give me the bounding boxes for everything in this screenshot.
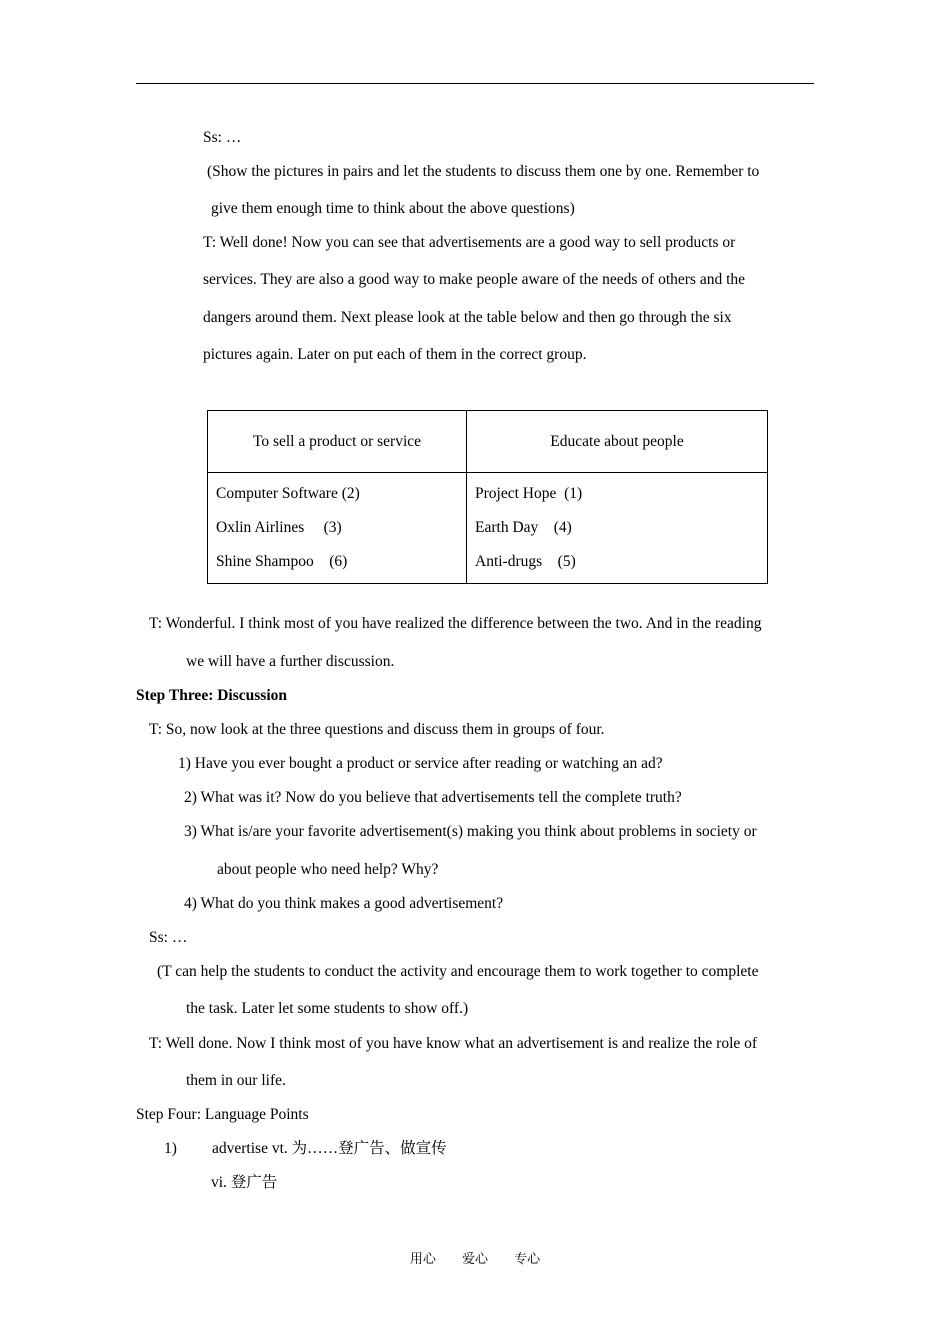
text-line: dangers around them. Next please look at the table below and then go through the six (203, 309, 732, 326)
text-line: T: Well done! Now you can see that advertisements are a good way to sell products or (203, 234, 736, 251)
table-cell: Earth Day (4) (475, 519, 572, 536)
table-cell: Project Hope (1) (475, 485, 583, 502)
text-line: T: Well done. Now I think most of you have know what an advertisement is and realize the role of (149, 1035, 758, 1052)
table-header-row (208, 411, 768, 473)
text-line: about people who need help? Why? (217, 861, 439, 878)
footer-word: 专心 (514, 1252, 541, 1267)
item-number: 1) (164, 1140, 177, 1157)
question-item: 4) What do you think makes a good advertisement? (184, 895, 504, 912)
text-line: we will have a further discussion. (186, 653, 395, 670)
step-heading: Step Four: Language Points (136, 1106, 309, 1123)
text-line: Ss: … (203, 129, 242, 146)
table-row (208, 473, 768, 584)
footer-word: 爱心 (461, 1252, 488, 1267)
question-item: 2) What was it? Now do you believe that advertisements tell the complete truth? (184, 789, 682, 806)
table-cell: Anti-drugs (5) (475, 553, 576, 570)
text-line: T: Wonderful. I think most of you have realized the difference between the two. And in the reading (149, 615, 762, 632)
table-header-sell: To sell a product or service (208, 411, 467, 473)
sell-column (208, 473, 467, 584)
text-line: the task. Later let some students to show off.) (186, 1000, 469, 1017)
text-line: give them enough time to think about the above questions) (211, 200, 575, 217)
text-line: pictures again. Later on put each of them in the correct group. (203, 346, 587, 363)
table-cell: Computer Software (2) (216, 485, 360, 502)
table-header-educate: Educate about people (467, 411, 768, 473)
footer-word: 用心 (409, 1252, 436, 1267)
table-cell: Oxlin Airlines (3) (216, 519, 342, 536)
text-line: (Show the pictures in pairs and let the students to discuss them one by one. Remember to (207, 163, 760, 180)
vocab-entry: advertise vt. 为……登广告、做宣传 (212, 1140, 447, 1157)
text-line: them in our life. (186, 1072, 286, 1089)
text-line: Ss: … (149, 929, 188, 946)
header-rule (136, 83, 814, 84)
groups-table (207, 410, 768, 584)
text-line: (T can help the students to conduct the activity and encourage them to work together to complete (157, 963, 759, 980)
step-heading: Step Three: Discussion (136, 687, 288, 704)
page-footer (0, 1248, 950, 1267)
vocab-entry: vi. 登广告 (211, 1174, 278, 1191)
question-item: 1) Have you ever bought a product or service after reading or watching an ad? (178, 755, 663, 772)
table-cell: Shine Shampoo (6) (216, 553, 348, 570)
question-item: 3) What is/are your favorite advertisement(s) making you think about problems in society or (184, 823, 757, 840)
text-line: T: So, now look at the three questions and discuss them in groups of four. (149, 721, 605, 738)
educate-column (467, 473, 768, 584)
text-line: services. They are also a good way to make people aware of the needs of others and the (203, 271, 746, 288)
